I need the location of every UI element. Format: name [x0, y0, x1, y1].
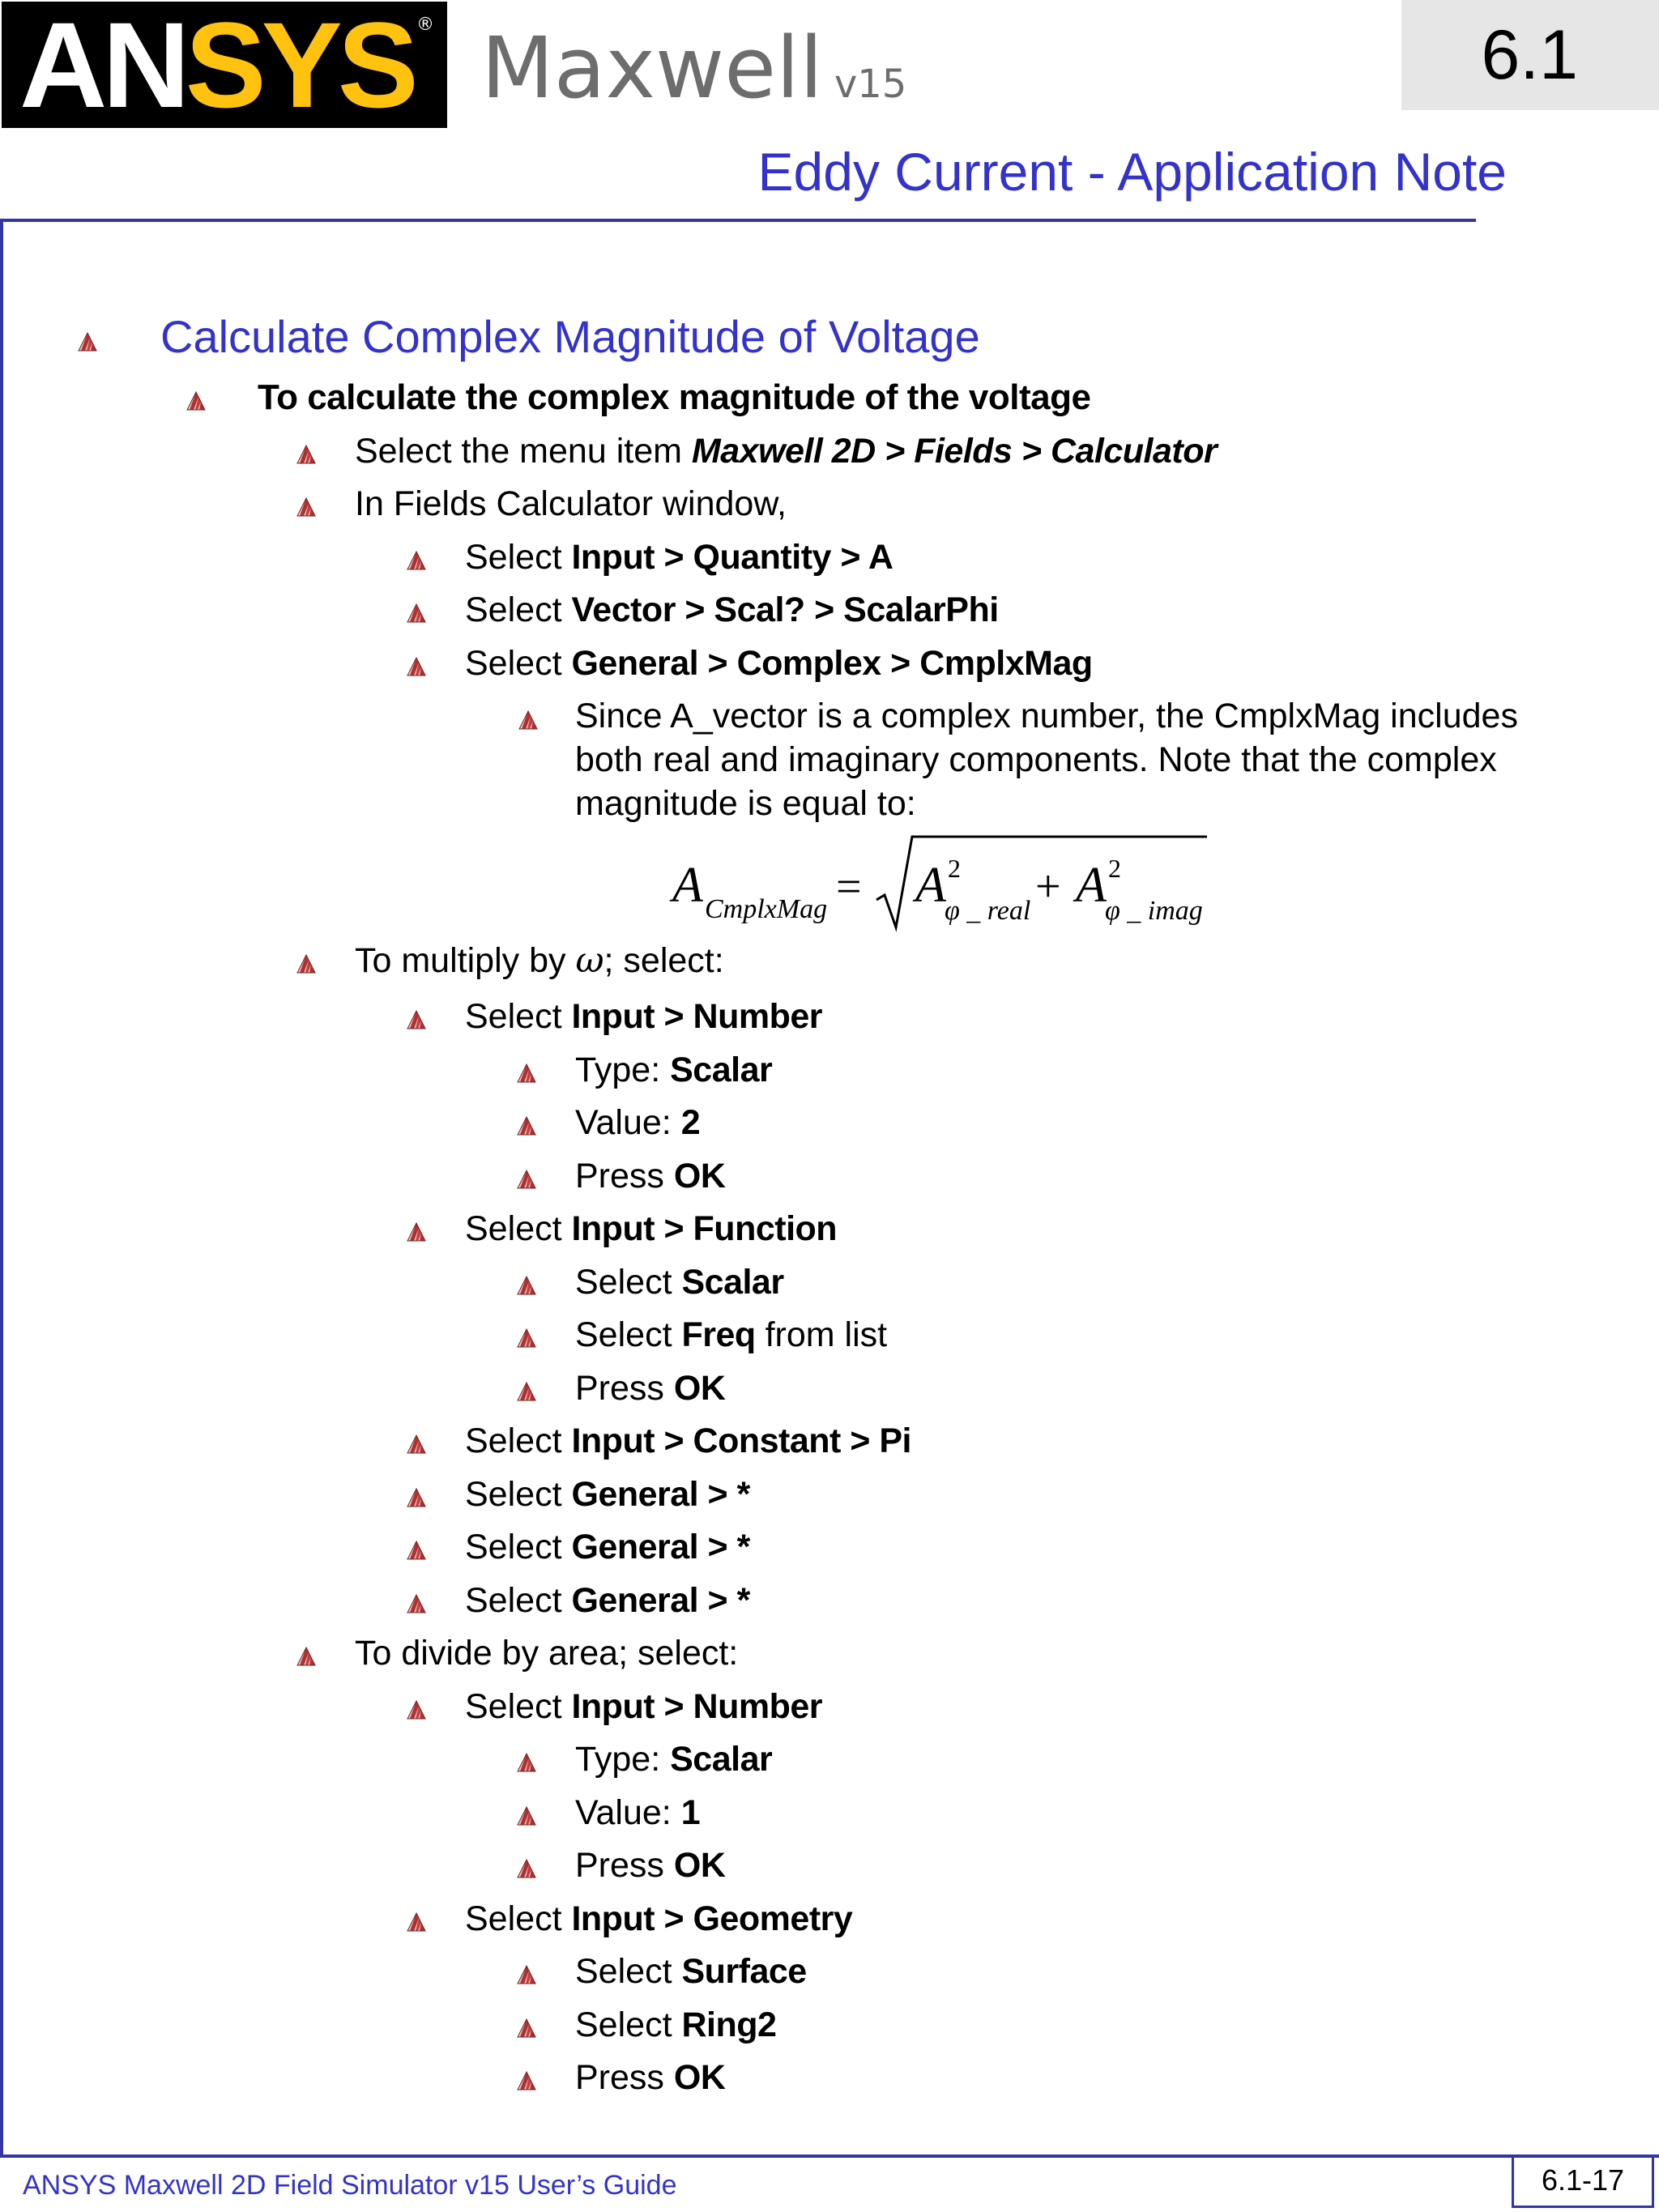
triangle-stripe-bullet-icon — [407, 1541, 426, 1560]
registered-mark: ® — [416, 15, 434, 35]
step-select-freq: Select Freq from list — [575, 1312, 887, 1357]
step-input-number-1: Select Input > Number — [465, 1684, 822, 1729]
step-select-surface: Select Surface — [575, 1949, 807, 1994]
triangle-stripe-bullet-icon — [517, 1063, 536, 1083]
formula-term1-sup: 2 — [948, 854, 961, 883]
triangle-stripe-bullet-icon — [517, 2071, 536, 2091]
triangle-stripe-bullet-icon — [407, 1222, 426, 1242]
footer-guide-title: ANSYS Maxwell 2D Field Simulator v15 User’s Guide — [23, 2170, 677, 2201]
triangle-stripe-bullet-icon — [517, 1170, 536, 1189]
step-select-scalarphi: Select Vector > Scal? > ScalarPhi — [465, 587, 999, 633]
triangle-stripe-bullet-icon — [78, 332, 97, 352]
step-press-ok: Press OK — [575, 2055, 725, 2100]
triangle-stripe-bullet-icon — [296, 1647, 316, 1666]
step-general-multiply: Select General > * — [465, 1472, 750, 1517]
triangle-stripe-bullet-icon — [407, 551, 426, 570]
triangle-stripe-bullet-icon — [407, 1434, 426, 1454]
triangle-stripe-bullet-icon — [407, 657, 426, 676]
triangle-stripe-bullet-icon — [517, 1276, 536, 1295]
product-name: Maxwell — [481, 19, 823, 117]
section-heading: Calculate Complex Magnitude of Voltage — [160, 311, 980, 363]
step-select-quantity-a: Select Input > Quantity > A — [465, 535, 893, 580]
triangle-stripe-bullet-icon — [407, 1912, 426, 1932]
step-menu-item: Select the menu item Maxwell 2D > Fields > Calculator — [355, 428, 1217, 474]
triangle-stripe-bullet-icon — [407, 1010, 426, 1029]
step-select-cmplxmag: Select General > Complex > CmplxMag — [465, 641, 1093, 686]
step-select-ring2: Select Ring2 — [575, 2002, 776, 2048]
logo-text: ANSYS — [19, 2, 414, 128]
step-general-multiply: Select General > * — [465, 1524, 750, 1570]
triangle-stripe-bullet-icon — [296, 497, 316, 517]
formula-term2-base: A — [1076, 858, 1107, 913]
step-select-scalar: Select Scalar — [575, 1259, 784, 1305]
step-press-ok: Press OK — [575, 1153, 725, 1199]
formula-plus: + — [1035, 862, 1061, 912]
complex-note: Since A_vector is a complex number, the CmplxMag includes both real and imaginary components. Note that the complex magnitude is equal to: — [575, 697, 1518, 823]
triangle-stripe-bullet-icon — [517, 1382, 536, 1401]
triangle-stripe-bullet-icon — [517, 1859, 536, 1878]
triangle-stripe-bullet-icon — [407, 603, 426, 623]
formula-equals: = — [836, 862, 862, 912]
step-divide-area: To divide by area; select: — [355, 1630, 738, 1676]
triangle-stripe-bullet-icon — [186, 391, 206, 411]
page-number: 6.1-17 — [1512, 2156, 1654, 2208]
cmplxmag-formula — [664, 830, 1231, 936]
formula-term1-sub: φ _ real — [945, 896, 1031, 926]
formula-term2-sub: φ _ imag — [1105, 896, 1203, 926]
step-calculator-window: In Fields Calculator window, — [355, 481, 787, 526]
step-input-constant-pi: Select Input > Constant > Pi — [465, 1418, 911, 1464]
step-type-scalar: Type: Scalar — [575, 1737, 772, 1782]
step-value-1: Value: 1 — [575, 1790, 700, 1835]
page-subtitle: Eddy Current - Application Note — [757, 142, 1507, 202]
triangle-stripe-bullet-icon — [517, 2018, 536, 2038]
step-type-scalar: Type: Scalar — [575, 1047, 772, 1093]
triangle-stripe-bullet-icon — [517, 1328, 536, 1348]
step-input-function: Select Input > Function — [465, 1206, 837, 1251]
step-multiply-omega: To multiply by ω; select: — [355, 938, 724, 983]
triangle-stripe-bullet-icon — [296, 445, 316, 464]
formula-term1-base: A — [915, 858, 946, 913]
formula-term2-sup: 2 — [1108, 854, 1121, 883]
step-press-ok: Press OK — [575, 1843, 725, 1888]
footer-rule — [0, 2154, 1659, 2158]
section-number: 6.1 — [1481, 16, 1578, 94]
step-input-geometry: Select Input > Geometry — [465, 1896, 852, 1941]
product-version: v15 — [834, 62, 907, 107]
triangle-stripe-bullet-icon — [407, 1488, 426, 1507]
step-press-ok: Press OK — [575, 1366, 725, 1411]
step-value-2: Value: 2 — [575, 1100, 700, 1145]
formula-lhs-base: A — [672, 858, 703, 913]
triangle-stripe-bullet-icon — [517, 1965, 536, 1984]
triangle-stripe-bullet-icon — [517, 1753, 536, 1772]
triangle-stripe-bullet-icon — [517, 1806, 536, 1826]
triangle-stripe-bullet-icon — [518, 710, 538, 730]
formula-lhs-sub: CmplxMag — [705, 894, 828, 924]
triangle-stripe-bullet-icon — [296, 954, 316, 974]
step-input-number-2: Select Input > Number — [465, 994, 822, 1039]
triangle-stripe-bullet-icon — [407, 1700, 426, 1720]
intro-line: To calculate the complex magnitude of the voltage — [258, 375, 1090, 420]
step-general-multiply: Select General > * — [465, 1578, 750, 1623]
triangle-stripe-bullet-icon — [517, 1116, 536, 1136]
triangle-stripe-bullet-icon — [407, 1594, 426, 1613]
